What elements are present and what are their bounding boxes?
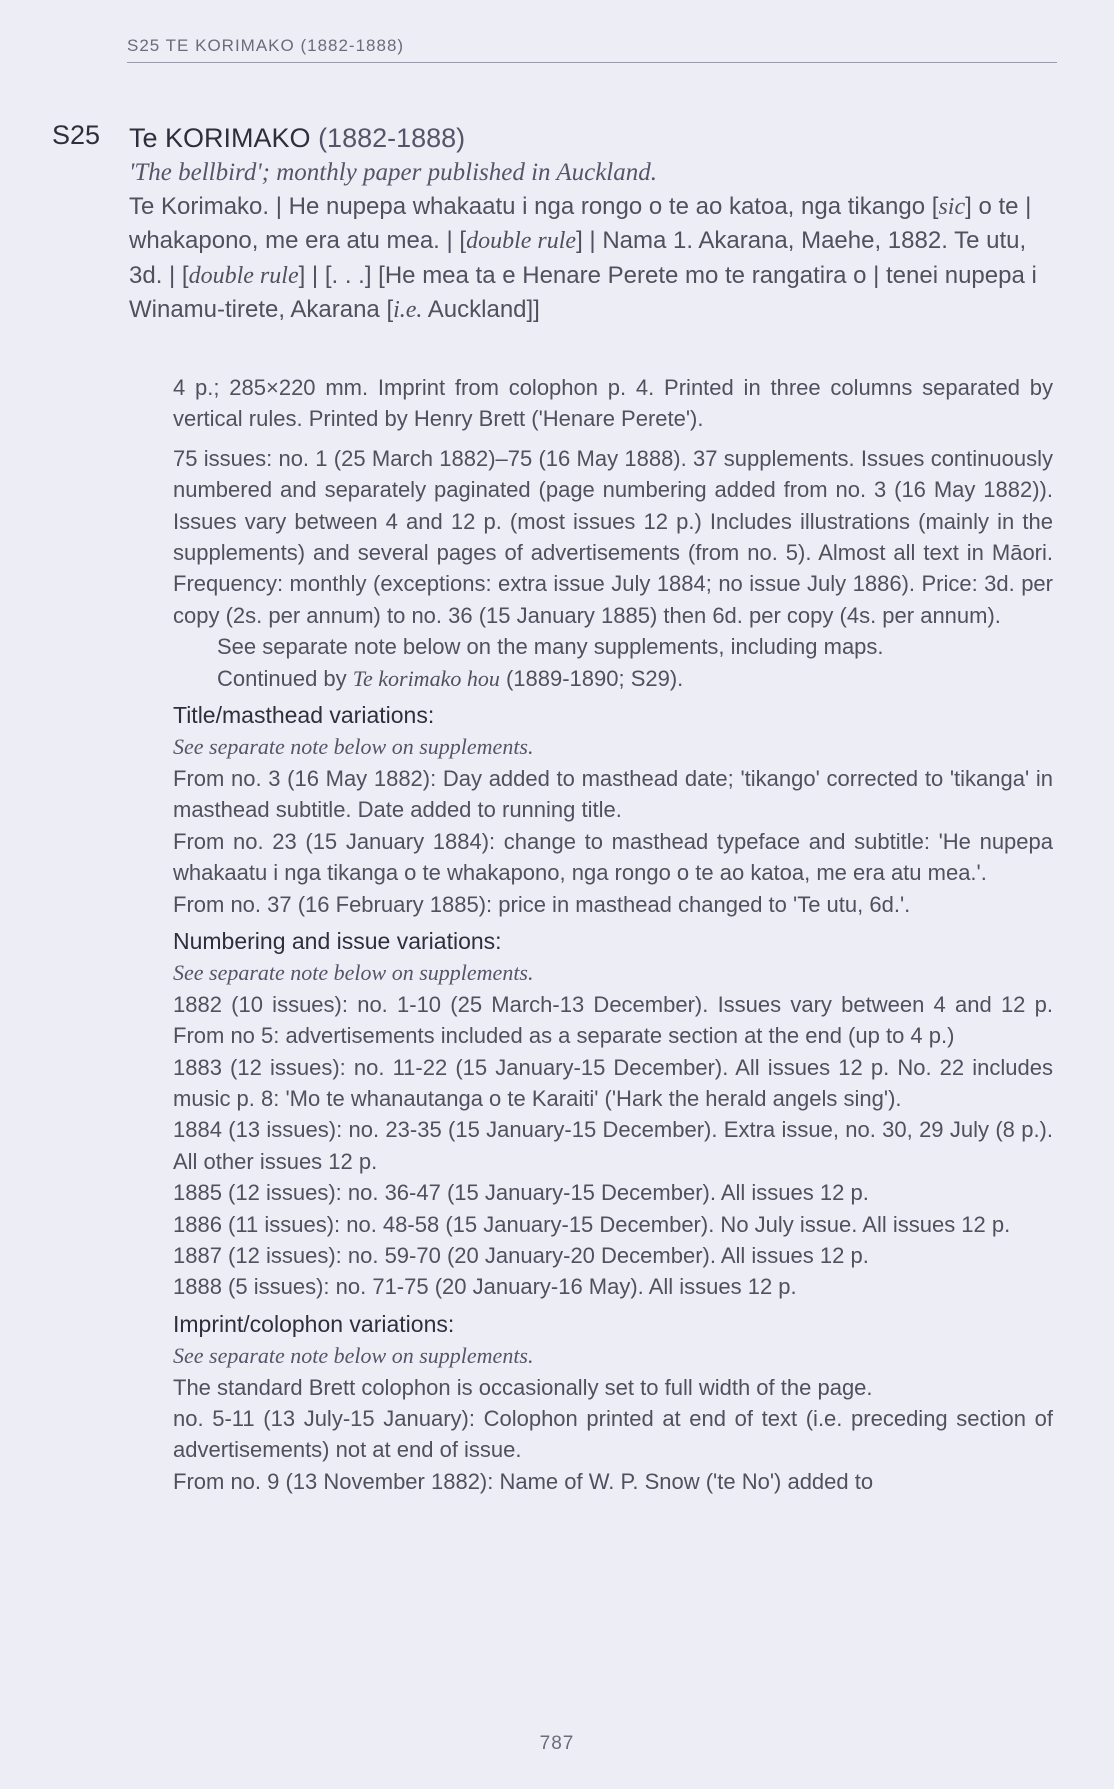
numbering-item: 1885 (12 issues): no. 36-47 (15 January-15 December). All issues 12 p.	[173, 1180, 869, 1206]
imprint-item: The standard Brett colophon is occasionally set to full width of the page.	[173, 1374, 873, 1400]
numbering-item: 1886 (11 issues): no. 48-58 (15 January-15 December). No July issue. All issues 12 p.	[173, 1211, 1011, 1237]
title-transcription: Te Korimako. | He nupepa whakaatu i nga rongo o te ao katoa, nga tikango [sic] o te | whakapono, me era atu mea. | [double rule] | Nama 1. Akarana, Maehe, 1882. Te utu, 3d. | [double rule] | [. . .] [He mea ta e Henare Perete mo te rangatira o | tenei nupepa i Winamu-tirete, Akarana [i.e. Auckland]]	[129, 192, 1037, 323]
numbering-item: 1882 (10 issues): no. 1-10 (25 March-13 December). Issues vary between 4 and 12 p. From no 5: advertisements included as a separate section at the end (up to 4 p.)	[173, 991, 1053, 1049]
numbering-item: 1884 (13 issues): no. 23-35 (15 January-15 December). Extra issue, no. 30, 29 July (8 p.). All other issues 12 p.	[173, 1117, 1053, 1174]
title-variation-item: From no. 23 (15 January 1884): change to masthead typeface and subtitle: 'He nupepa whakaatu i nga tikanga o te whakapono, nga rongo o te ao katoa, me era atu mea.'.	[173, 828, 1053, 886]
numbering-item: 1887 (12 issues): no. 59-70 (20 January-20 December). All issues 12 p.	[173, 1242, 869, 1268]
imprint-variations-see: See separate note below on supplements.	[173, 1343, 534, 1369]
issues-description: 75 issues: no. 1 (25 March 1882)–75 (16 May 1888). 37 supplements. Issues continuously numbered and separately paginated (page numbering added from no. 3 (16 May 1882)). Issues vary between 4 and 12 p. (most issues 12 p.) Includes illustrations (mainly in the supplements) and several pages of advertisements (from no. 5). Almost all text in Māori. Frequency: monthly (exceptions: extra issue July 1884; no issue July 1886). Price: 3d. per copy (2s. per annum) to no. 36 (15 January 1885) then 6d. per copy (4s. per annum).	[173, 445, 1053, 628]
supplements-note: See separate note below on the many supplements, including maps.	[217, 634, 884, 660]
title-variations-see: See separate note below on supplements.	[173, 734, 534, 760]
entry-title	[129, 120, 1054, 156]
numbering-item: 1888 (5 issues): no. 71-75 (20 January-16 May). All issues 12 p.	[173, 1274, 797, 1300]
title-text: Te KORIMAKO	[129, 123, 311, 153]
entry-subtitle: 'The bellbird'; monthly paper published in Auckland.	[129, 159, 657, 186]
imprint-variations-heading: Imprint/colophon variations:	[173, 1310, 455, 1337]
imprint-item: From no. 9 (13 November 1882): Name of W. P. Snow ('te No') added to	[173, 1468, 874, 1494]
title-variations-heading: Title/masthead variations:	[173, 702, 435, 729]
title-variation-item: From no. 3 (16 May 1882): Day added to masthead date; 'tikango' corrected to 'tikanga' in masthead subtitle. Date added to running title.	[173, 765, 1053, 823]
title-dates: (1882-1888)	[318, 123, 466, 153]
numbering-variations-heading: Numbering and issue variations:	[173, 927, 502, 954]
entry-body	[173, 372, 1053, 1497]
physical-description: 4 p.; 285×220 mm. Imprint from colophon p. 4. Printed in three columns separated by vertical rules. Printed by Henry Brett ('Henare Perete').	[173, 375, 1053, 432]
continued-by: Continued by Te korimako hou (1889-1890; S29).	[217, 665, 684, 691]
entry-title-block	[129, 120, 1054, 328]
imprint-item: no. 5-11 (13 July-15 January): Colophon printed at end of text (i.e. preceding section of advertisements) not at end of issue.	[173, 1406, 1053, 1463]
numbering-variations-see: See separate note below on supplements.	[173, 960, 534, 986]
numbering-item: 1883 (12 issues): no. 11-22 (15 January-15 December). All issues 12 p. No. 22 includes music p. 8: 'Mo te whanautanga o te Karaiti' ('Hark the herald angels sing').	[173, 1054, 1053, 1111]
title-variation-item: From no. 37 (16 February 1885): price in masthead changed to 'Te utu, 6d.'.	[173, 891, 911, 917]
running-head: S25 TE KORIMAKO (1882-1888)	[127, 36, 1057, 63]
entry-code: S25	[52, 120, 101, 150]
page-number: 787	[539, 1733, 575, 1754]
